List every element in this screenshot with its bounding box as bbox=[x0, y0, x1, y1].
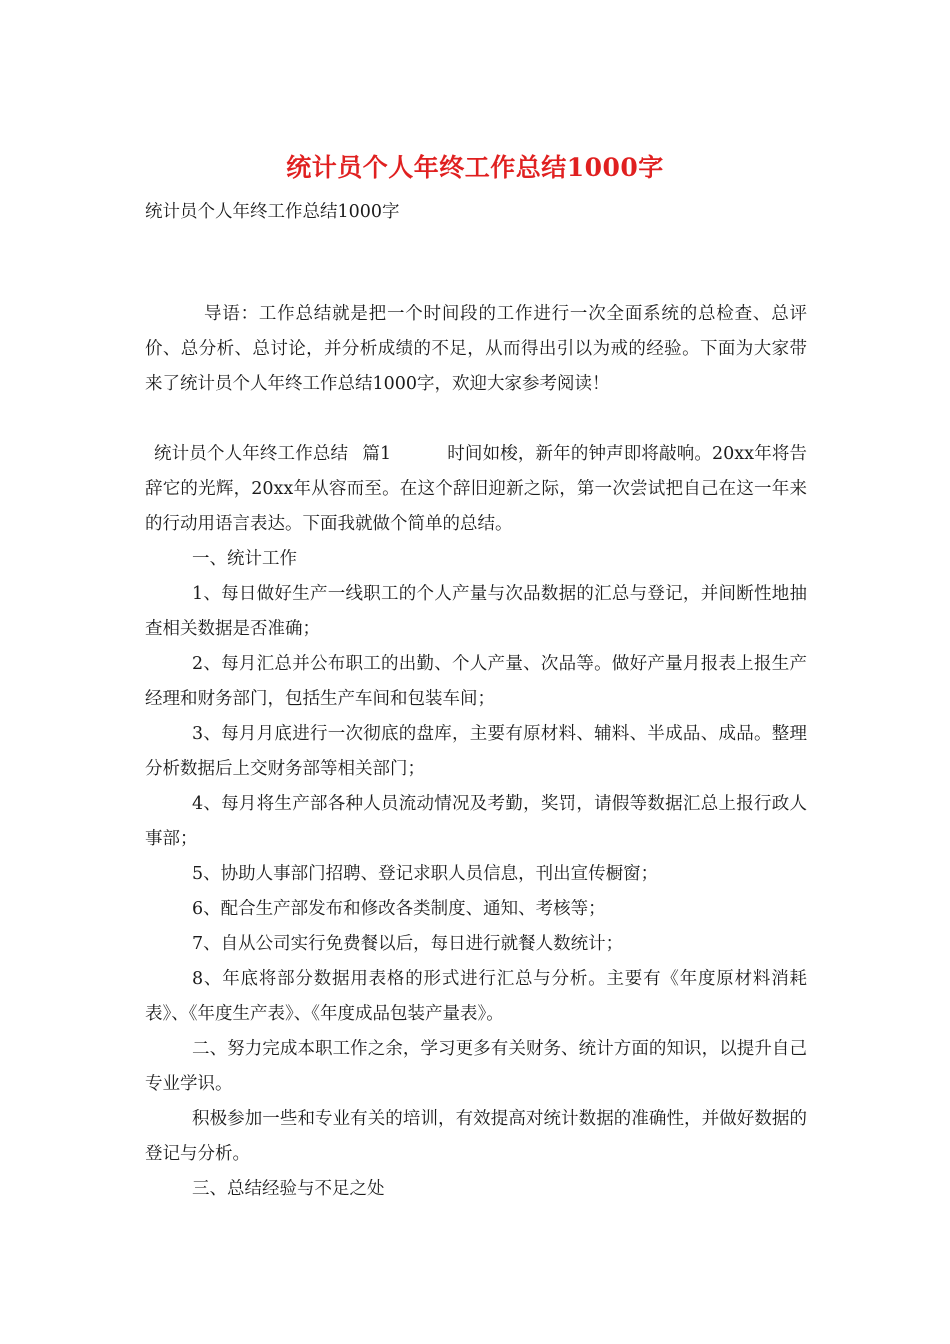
list-item: 8、年底将部分数据用表格的形式进行汇总与分析。主要有《年度原材料消耗表》、《年度生产表》、《年度成品包装产量表》。 bbox=[145, 969, 807, 1024]
list-item: 7、自从公司实行免费餐以后，每日进行就餐人数统计； bbox=[192, 934, 624, 954]
section-opening-text: 时间如梭，新年的钟声即将敲响。20xx年将告辞它的光辉，20xx年从容而至。在这个辞旧迎新之际，第一次尝试把自己在这一年来的行动用语言表达。下面我就做个简单的总结。 bbox=[145, 444, 807, 534]
list-item: 5、协助人事部门招聘、登记求职人员信息，刊出宣传橱窗； bbox=[192, 864, 659, 884]
list-item: 4、每月将生产部各种人员流动情况及考勤，奖罚，请假等数据汇总上报行政人事部； bbox=[145, 794, 807, 849]
document-subtitle: 统计员个人年终工作总结1000字 bbox=[145, 202, 400, 222]
list-item: 6、配合生产部发布和修改各类制度、通知、考核等； bbox=[192, 899, 606, 919]
section-title: 统计员个人年终工作总结 bbox=[154, 444, 349, 464]
document-title: 统计员个人年终工作总结1000字 bbox=[286, 153, 664, 182]
intro-paragraph: 导语：工作总结就是把一个时间段的工作进行一次全面系统的总检查、总评价、总分析、总讨论，并分析成绩的不足，从而得出引以为戒的经验。下面为大家带来了统计员个人年终工作总结1000字，欢迎大家参考阅读！ bbox=[145, 304, 807, 394]
heading-study-knowledge: 二、努力完成本职工作之余，学习更多有关财务、统计方面的知识，以提升自己专业学识。 bbox=[145, 1039, 807, 1094]
list-item: 2、每月汇总并公布职工的出勤、个人产量、次品等。做好产量月报表上报生产经理和财务部门，包括生产车间和包装车间； bbox=[145, 654, 807, 709]
list-item: 1、每日做好生产一线职工的个人产量与次品数据的汇总与登记，并间断性地抽查相关数据是否准确； bbox=[145, 584, 807, 639]
section-opening-paragraph bbox=[145, 437, 807, 542]
paragraph-gap bbox=[145, 402, 807, 437]
document-body bbox=[145, 297, 807, 1207]
body-paragraph: 积极参加一些和专业有关的培训，有效提高对统计数据的准确性，并做好数据的登记与分析。 bbox=[145, 1109, 807, 1164]
list-item: 3、每月月底进行一次彻底的盘库，主要有原材料、辅料、半成品、成品。整理分析数据后上交财务部等相关部门； bbox=[145, 724, 807, 779]
heading-summary-experience: 三、总结经验与不足之处 bbox=[192, 1179, 385, 1199]
section-label: 篇1 bbox=[362, 444, 392, 464]
heading-statistics-work: 一、统计工作 bbox=[192, 549, 297, 569]
